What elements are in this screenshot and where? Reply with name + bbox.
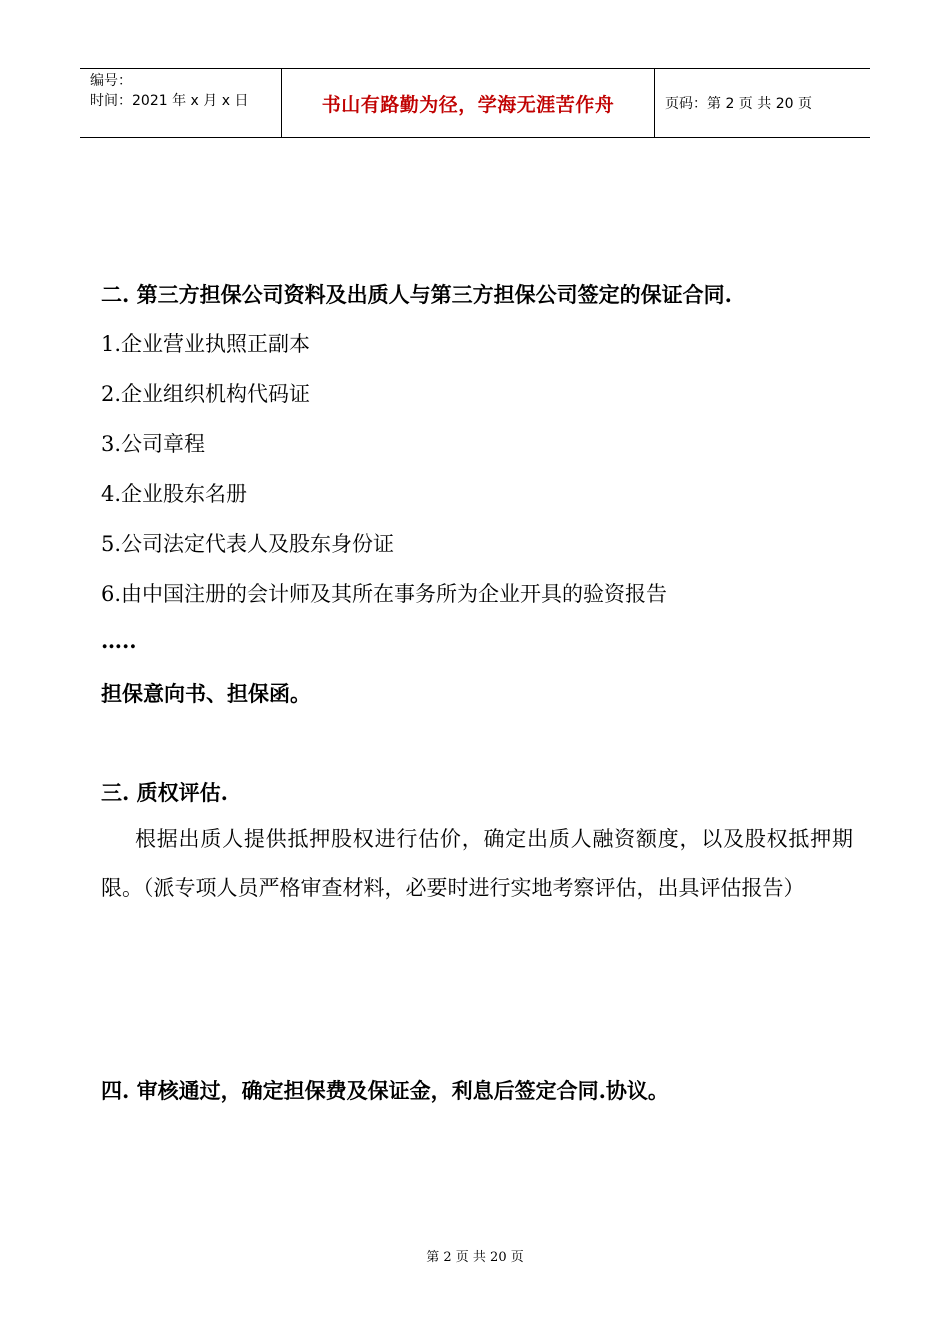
section-2-heading: 二. 第三方担保公司资料及出质人与第三方担保公司签定的保证合同. [101,282,732,307]
document-number-label: 编号： [90,73,132,89]
list-item: 4.企业股东名册 [101,482,248,506]
header-page-info: 页码：第 2 页 共 20 页 [665,96,812,112]
guarantee-documents: 担保意向书、担保函。 [101,681,311,706]
list-ellipsis: ….. [101,628,137,653]
section-3-paragraph: 根据出质人提供抵押股权进行估价，确定出质人融资额度，以及股权抵押期限。（派专项人员严格审查材料，必要时进行实地考察评估，出具评估报告） [101,827,853,900]
list-item: 6.由中国注册的会计师及其所在事务所为企业开具的验资报告 [101,582,668,606]
list-item: 3.公司章程 [101,432,206,456]
page-header [80,68,870,138]
section-3-heading: 三. 质权评估. [101,780,228,805]
list-item: 2.企业组织机构代码证 [101,382,311,406]
header-meta-cell [80,69,282,137]
list-item: 1.企业营业执照正副本 [101,332,311,356]
list-item: 5.公司法定代表人及股东身份证 [101,532,395,556]
header-motto-cell [282,69,655,137]
header-page-cell [655,69,870,137]
document-time-label: 时间：2021 年 x 月 x 日 [90,93,249,109]
section-4-heading: 四. 审核通过，确定担保费及保证金，利息后签定合同.协议。 [101,1078,669,1103]
header-motto: 书山有路勤为径，学海无涯苦作舟 [321,93,615,116]
page-footer: 第 2 页 共 20 页 [426,1250,524,1265]
